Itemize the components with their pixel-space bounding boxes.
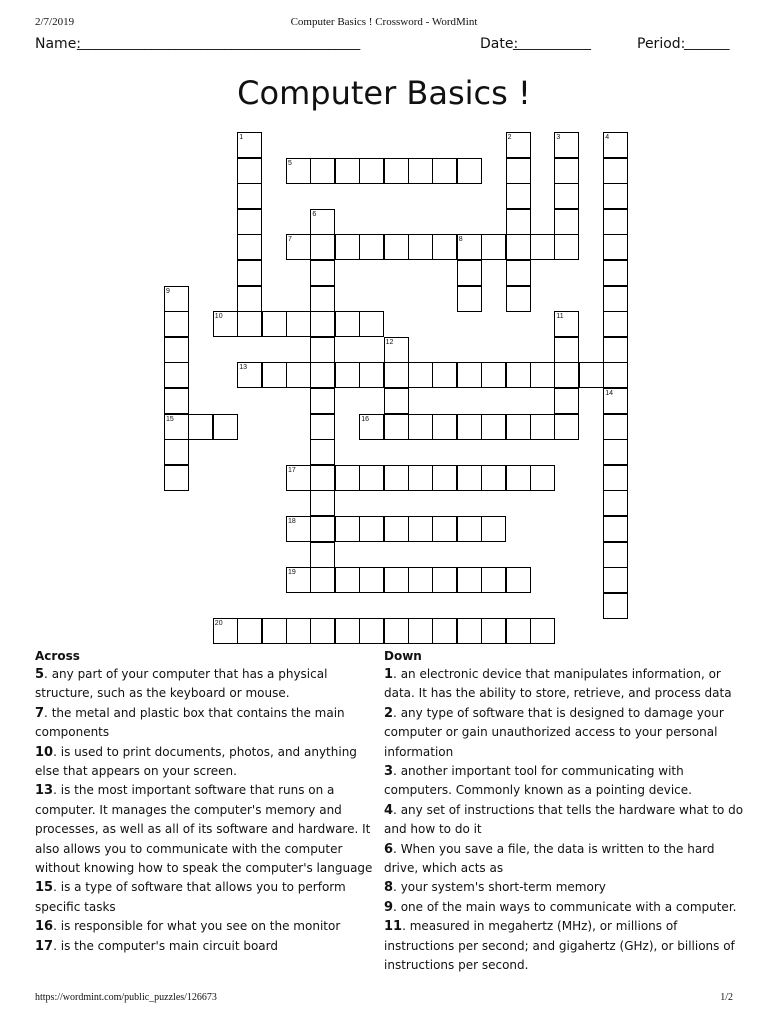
across-clues bbox=[35, 648, 380, 956]
clue-text: When you save a file, the data is written to the hard drive, which acts as bbox=[384, 841, 715, 876]
grid-cell[interactable] bbox=[432, 567, 457, 593]
grid-cell[interactable] bbox=[481, 516, 506, 542]
grid-cell[interactable] bbox=[432, 465, 457, 491]
grid-cell[interactable] bbox=[432, 516, 457, 542]
grid-cell[interactable] bbox=[359, 311, 384, 337]
grid-cell[interactable] bbox=[408, 516, 433, 542]
grid-cell[interactable] bbox=[457, 618, 482, 644]
grid-cell[interactable] bbox=[530, 618, 555, 644]
clue-number: 6 bbox=[384, 841, 394, 857]
grid-cell[interactable] bbox=[359, 234, 384, 260]
grid-cell[interactable] bbox=[457, 567, 482, 593]
clue-text: one of the main ways to communicate with a computer. bbox=[400, 899, 737, 914]
grid-cell[interactable] bbox=[554, 158, 579, 184]
grid-cell[interactable] bbox=[310, 567, 335, 593]
grid-cell[interactable] bbox=[384, 234, 409, 260]
clue-text: is responsible for what you see on the monitor bbox=[60, 919, 341, 934]
grid-cell[interactable] bbox=[432, 158, 457, 184]
grid-cell[interactable] bbox=[457, 362, 482, 388]
clue-number: 10 bbox=[35, 744, 54, 760]
clue-text: your system's short-term memory bbox=[400, 880, 606, 895]
grid-cell[interactable] bbox=[335, 516, 360, 542]
grid-cell[interactable] bbox=[603, 593, 628, 619]
across-clue: 17. is the computer's main circuit board bbox=[35, 938, 278, 954]
grid-cell[interactable] bbox=[603, 516, 628, 542]
grid-cell[interactable] bbox=[335, 465, 360, 491]
puzzle-title: Computer Basics ! bbox=[237, 74, 531, 112]
grid-cell[interactable] bbox=[286, 311, 311, 337]
grid-cell[interactable] bbox=[506, 465, 531, 491]
grid-cell[interactable] bbox=[603, 439, 628, 465]
grid-cell[interactable] bbox=[432, 362, 457, 388]
clue-text: is a type of software that allows you to perform specific tasks bbox=[35, 880, 346, 914]
clue-number: 4 bbox=[384, 802, 394, 818]
grid-cell-number: 2 bbox=[507, 134, 512, 141]
grid-cell[interactable] bbox=[310, 516, 335, 542]
grid-cell[interactable] bbox=[286, 362, 311, 388]
period-label: Period: bbox=[637, 36, 686, 52]
grid-cell[interactable] bbox=[481, 234, 506, 260]
grid-cell[interactable] bbox=[262, 311, 287, 337]
grid-cell[interactable] bbox=[164, 465, 189, 491]
grid-cell[interactable] bbox=[530, 362, 555, 388]
clue-number: 17 bbox=[35, 938, 54, 954]
clue-number: 7 bbox=[35, 705, 45, 721]
grid-cell-number: 15 bbox=[166, 415, 174, 423]
grid-cell[interactable] bbox=[310, 337, 335, 363]
grid-cell[interactable] bbox=[310, 542, 335, 568]
grid-cell[interactable] bbox=[530, 234, 555, 260]
name-label: Name: bbox=[35, 36, 82, 52]
down-clue: 6. When you save a file, the data is written to the hard drive, which acts as bbox=[384, 841, 715, 876]
grid-cell[interactable] bbox=[603, 260, 628, 286]
grid-cell[interactable] bbox=[164, 311, 189, 337]
grid-cell[interactable] bbox=[506, 618, 531, 644]
grid-cell[interactable] bbox=[262, 618, 287, 644]
grid-cell[interactable] bbox=[310, 618, 335, 644]
grid-cell[interactable] bbox=[506, 286, 531, 312]
grid-cell[interactable] bbox=[457, 516, 482, 542]
clue-number: 11 bbox=[384, 919, 403, 935]
grid-cell[interactable] bbox=[335, 311, 360, 337]
grid-cell[interactable] bbox=[408, 465, 433, 491]
grid-cell[interactable] bbox=[481, 618, 506, 644]
clue-text: measured in megahertz (MHz), or millions of instructions per second; and gigahertz (GHz), or billions of instructions per second. bbox=[384, 919, 735, 973]
clue-number: 15 bbox=[35, 880, 54, 896]
clue-number: 13 bbox=[35, 783, 54, 799]
grid-cell[interactable] bbox=[506, 567, 531, 593]
grid-cell[interactable] bbox=[481, 362, 506, 388]
grid-cell[interactable] bbox=[481, 465, 506, 491]
grid-cell[interactable] bbox=[457, 414, 482, 440]
footer-page-number: 1/2 bbox=[720, 992, 733, 1003]
grid-cell[interactable] bbox=[310, 439, 335, 465]
down-clue: 2. any type of software that is designed to damage your computer or gain unauthorized access to your personal information bbox=[384, 705, 724, 759]
grid-cell[interactable] bbox=[164, 362, 189, 388]
grid-cell[interactable] bbox=[237, 286, 262, 312]
grid-cell[interactable] bbox=[603, 542, 628, 568]
grid-cell[interactable] bbox=[554, 209, 579, 235]
grid-cell[interactable] bbox=[213, 414, 238, 440]
grid-cell[interactable] bbox=[310, 362, 335, 388]
grid-cell[interactable] bbox=[237, 260, 262, 286]
grid-cell[interactable] bbox=[237, 311, 262, 337]
name-line: ______________________________________________ bbox=[77, 36, 360, 51]
print-page-title: Computer Basics ! Crossword - WordMint bbox=[290, 16, 478, 28]
across-clue: 15. is a type of software that allows you to perform specific tasks bbox=[35, 880, 346, 914]
grid-cell[interactable] bbox=[164, 388, 189, 414]
grid-cell-number: 14 bbox=[605, 390, 613, 397]
grid-cell[interactable] bbox=[384, 158, 409, 184]
footer-url: https://wordmint.com/public_puzzles/126673 bbox=[35, 992, 217, 1003]
down-clue: 4. any set of instructions that tells the hardware what to do and how to do it bbox=[384, 802, 744, 837]
grid-cell-number: 7 bbox=[288, 236, 292, 244]
grid-cell-number: 17 bbox=[288, 466, 296, 474]
grid-cell[interactable] bbox=[237, 234, 262, 260]
grid-cell[interactable] bbox=[432, 618, 457, 644]
clue-text: any type of software that is designed to damage your computer or gain unauthorized access to your personal information bbox=[384, 705, 724, 759]
down-clue: 9. one of the main ways to communicate with a computer. bbox=[384, 899, 737, 915]
clue-text: any set of instructions that tells the hardware what to do and how to do it bbox=[384, 802, 744, 837]
grid-cell[interactable] bbox=[262, 362, 287, 388]
grid-cell[interactable] bbox=[408, 618, 433, 644]
grid-cell[interactable] bbox=[457, 260, 482, 286]
grid-cell[interactable] bbox=[432, 414, 457, 440]
grid-cell-number: 9 bbox=[166, 287, 170, 295]
grid-cell[interactable] bbox=[554, 414, 579, 440]
clue-text: is used to print documents, photos, and anything else that appears on your screen. bbox=[35, 744, 357, 779]
clue-text: is the computer's main circuit board bbox=[60, 938, 278, 953]
grid-cell[interactable] bbox=[310, 286, 335, 312]
grid-cell[interactable] bbox=[384, 362, 409, 388]
grid-cell[interactable] bbox=[384, 516, 409, 542]
down-clue: 1. an electronic device that manipulates information, or data. It has the ability to store, retrieve, and process data bbox=[384, 667, 732, 701]
grid-cell-number: 1 bbox=[239, 134, 244, 141]
clue-text: the metal and plastic box that contains the main components bbox=[35, 705, 345, 740]
grid-cell[interactable] bbox=[506, 414, 531, 440]
clue-number: 3 bbox=[384, 764, 394, 780]
clue-number: 1 bbox=[384, 667, 394, 682]
grid-cell[interactable] bbox=[237, 618, 262, 644]
grid-cell[interactable] bbox=[603, 158, 628, 184]
grid-cell[interactable] bbox=[384, 414, 409, 440]
grid-cell[interactable] bbox=[603, 490, 628, 516]
grid-cell[interactable] bbox=[506, 234, 531, 260]
grid-cell[interactable] bbox=[603, 311, 628, 337]
grid-cell[interactable] bbox=[603, 414, 628, 440]
date-label: Date: bbox=[480, 36, 519, 52]
grid-cell[interactable] bbox=[310, 490, 335, 516]
grid-cell[interactable] bbox=[530, 465, 555, 491]
grid-cell-number: 4 bbox=[605, 134, 610, 141]
grid-cell[interactable] bbox=[554, 183, 579, 209]
grid-cell-number: 16 bbox=[361, 415, 369, 423]
grid-cell-number: 10 bbox=[214, 313, 223, 321]
grid-cell[interactable] bbox=[530, 414, 555, 440]
grid-cell[interactable] bbox=[481, 567, 506, 593]
clue-text: another important tool for communicating with computers. Commonly known as a pointing device. bbox=[384, 764, 692, 798]
across-clue: 5. any part of your computer that has a physical structure, such as the keyboard or mouse. bbox=[35, 667, 328, 701]
across-clue: 13. is the most important software that runs on a computer. It manages the computer's memory and processes, as well as all of its software and hardware. It also allows you to communicate with the computer without knowing how to speak the computer's language bbox=[35, 783, 373, 876]
grid-cell-number: 3 bbox=[556, 134, 561, 141]
grid-cell[interactable] bbox=[603, 362, 628, 388]
grid-cell[interactable] bbox=[457, 286, 482, 312]
grid-cell[interactable] bbox=[164, 439, 189, 465]
grid-cell[interactable] bbox=[481, 414, 506, 440]
grid-cell[interactable] bbox=[310, 414, 335, 440]
grid-cell[interactable] bbox=[237, 209, 262, 235]
across-heading: Across bbox=[35, 649, 80, 663]
grid-cell[interactable] bbox=[359, 158, 384, 184]
grid-cell[interactable] bbox=[335, 234, 360, 260]
grid-cell[interactable] bbox=[359, 567, 384, 593]
down-clue: 11. measured in megahertz (MHz), or millions of instructions per second; and gigahertz (GHz), or billions of instructions per second. bbox=[384, 919, 735, 973]
grid-cell[interactable] bbox=[384, 618, 409, 644]
clue-text: any part of your computer that has a physical structure, such as the keyboard or mouse. bbox=[35, 667, 328, 701]
grid-cell[interactable] bbox=[237, 183, 262, 209]
grid-cell[interactable] bbox=[335, 618, 360, 644]
grid-cell[interactable] bbox=[237, 158, 262, 184]
grid-cell-number: 13 bbox=[239, 364, 247, 372]
across-clue: 10. is used to print documents, photos, and anything else that appears on your screen. bbox=[35, 744, 357, 779]
grid-cell[interactable] bbox=[310, 388, 335, 414]
down-heading: Down bbox=[384, 649, 422, 663]
grid-cell[interactable] bbox=[554, 337, 579, 363]
grid-cell[interactable] bbox=[359, 465, 384, 491]
print-date: 2/7/2019 bbox=[35, 16, 75, 28]
grid-cell[interactable] bbox=[310, 234, 335, 260]
grid-cell[interactable] bbox=[603, 209, 628, 235]
grid-cell[interactable] bbox=[603, 286, 628, 312]
grid-cell[interactable] bbox=[408, 567, 433, 593]
clue-number: 5 bbox=[35, 667, 45, 682]
clue-number: 2 bbox=[384, 705, 394, 721]
grid-cell[interactable] bbox=[310, 260, 335, 286]
grid-cell-number: 6 bbox=[312, 210, 317, 218]
grid-cell[interactable] bbox=[384, 465, 409, 491]
grid-cell[interactable] bbox=[286, 618, 311, 644]
clue-number: 9 bbox=[384, 899, 394, 915]
date-line: ____________ bbox=[513, 36, 591, 51]
grid-cell[interactable] bbox=[554, 388, 579, 414]
grid-cell[interactable] bbox=[359, 362, 384, 388]
grid-cell[interactable] bbox=[384, 388, 409, 414]
grid-cell-number: 8 bbox=[458, 236, 463, 244]
grid-cell[interactable] bbox=[335, 567, 360, 593]
grid-cell[interactable] bbox=[457, 465, 482, 491]
grid-cell-number: 18 bbox=[288, 518, 296, 525]
grid-cell-number: 19 bbox=[288, 569, 296, 577]
grid-cell[interactable] bbox=[506, 362, 531, 388]
grid-cell[interactable] bbox=[310, 465, 335, 491]
grid-cell[interactable] bbox=[506, 158, 531, 184]
grid-cell[interactable] bbox=[506, 260, 531, 286]
clue-text: an electronic device that manipulates information, or data. It has the ability to store, retrieve, and process data bbox=[384, 667, 732, 701]
grid-cell[interactable] bbox=[554, 234, 579, 260]
grid-cell[interactable] bbox=[408, 414, 433, 440]
grid-cell[interactable] bbox=[432, 234, 457, 260]
grid-cell[interactable] bbox=[603, 465, 628, 491]
grid-cell[interactable] bbox=[603, 567, 628, 593]
grid-cell[interactable] bbox=[310, 311, 335, 337]
grid-cell[interactable] bbox=[188, 414, 213, 440]
grid-cell[interactable] bbox=[603, 337, 628, 363]
clue-number: 16 bbox=[35, 919, 54, 935]
grid-cell[interactable] bbox=[554, 362, 579, 388]
across-clue: 16. is responsible for what you see on the monitor bbox=[35, 919, 341, 935]
grid-cell[interactable] bbox=[335, 158, 360, 184]
grid-cell[interactable] bbox=[408, 158, 433, 184]
grid-cell-number: 5 bbox=[288, 159, 292, 167]
grid-cell[interactable] bbox=[384, 567, 409, 593]
grid-cell-number: 11 bbox=[556, 313, 564, 321]
down-clue: 8. your system's short-term memory bbox=[384, 880, 606, 896]
grid-cell[interactable] bbox=[164, 337, 189, 363]
grid-cell[interactable] bbox=[408, 362, 433, 388]
grid-cell[interactable] bbox=[506, 183, 531, 209]
grid-cell[interactable] bbox=[579, 362, 604, 388]
grid-cell[interactable] bbox=[506, 209, 531, 235]
grid-cell[interactable] bbox=[335, 362, 360, 388]
period-line: _______ bbox=[684, 36, 730, 51]
grid-cell[interactable] bbox=[603, 183, 628, 209]
down-clue: 3. another important tool for communicating with computers. Commonly known as a pointing device. bbox=[384, 764, 692, 798]
grid-cell[interactable] bbox=[457, 158, 482, 184]
grid-cell[interactable] bbox=[603, 234, 628, 260]
grid-cell[interactable] bbox=[310, 158, 335, 184]
grid-cell[interactable] bbox=[408, 234, 433, 260]
clue-number: 8 bbox=[384, 880, 394, 896]
down-clues bbox=[384, 648, 744, 976]
grid-cell-number: 12 bbox=[385, 338, 394, 346]
grid-cell[interactable] bbox=[359, 516, 384, 542]
across-clue: 7. the metal and plastic box that contains the main components bbox=[35, 705, 345, 740]
grid-cell-number: 20 bbox=[214, 620, 223, 628]
clue-text: is the most important software that runs on a computer. It manages the computer's memory and processes, as well as all of its software and hardware. It also allows you to communicate with the computer without knowing how to speak the computer's language bbox=[35, 783, 373, 876]
grid-cell[interactable] bbox=[359, 618, 384, 644]
